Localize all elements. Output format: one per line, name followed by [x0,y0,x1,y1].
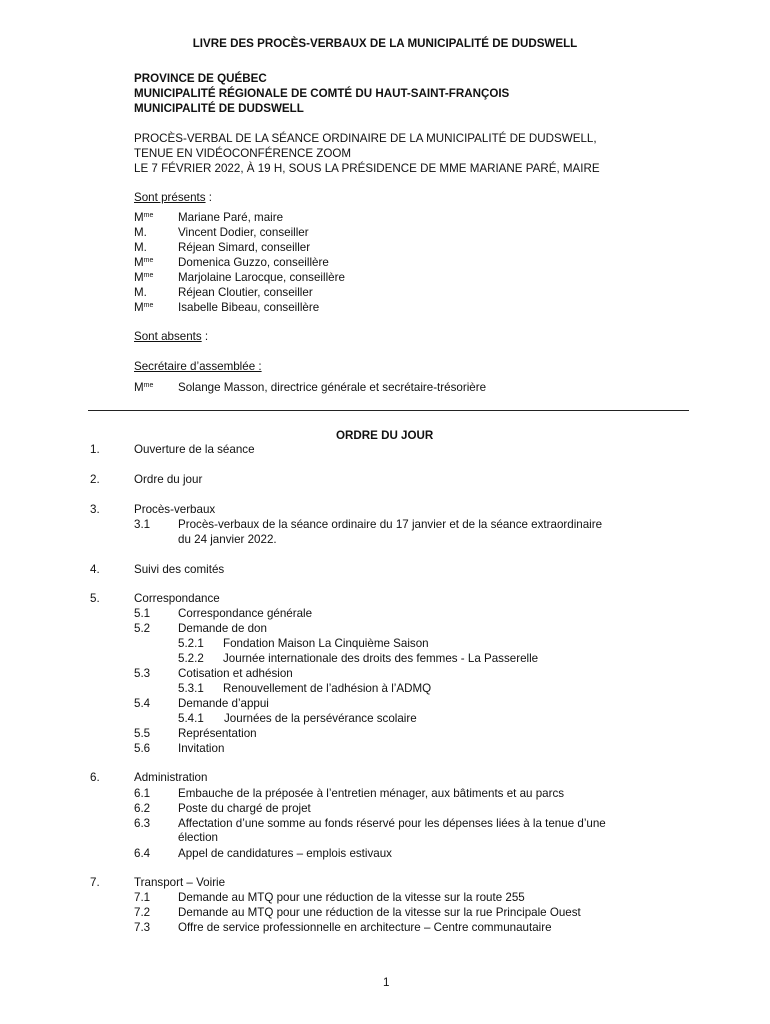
agenda-subitem-number: 6.1 [134,787,151,800]
present-title: $M^{me}$ [134,301,154,314]
present-title: $M^{me}$ [134,211,154,224]
absent-colon: : [201,330,209,343]
present-name: Mariane Paré, maire [178,211,284,224]
agenda-subitem-number: 7.1 [134,891,151,904]
agenda-subitem-number: 7.2 [134,906,151,919]
agenda-subsubitem: Fondation Maison La Cinquième Saison [223,637,429,650]
agenda-subitem-continuation: du 24 janvier 2022. [178,533,277,546]
page-number: 1 [383,976,390,989]
agenda-subitem-number: 5.3 [134,667,151,680]
agenda-item-number: 7. [90,876,100,889]
agenda-subsubitem-number: 5.2.1 [178,637,204,650]
agenda-subsubitem-number: 5.2.2 [178,652,204,665]
agenda-subitem: Demande au MTQ pour une réduction de la vitesse sur la route 255 [178,891,525,904]
agenda-subitem: Demande d’appui [178,697,269,710]
agenda-item-number: 5. [90,592,100,605]
agenda-subsubitem: Renouvellement de l’adhésion à l’ADMQ [223,682,432,695]
agenda-subitem: Offre de service professionnelle en architecture – Centre communautaire [178,921,552,934]
agenda-subsubitem: Journée internationale des droits des femmes - La Passerelle [223,652,539,665]
agenda-subitem-number: 5.4 [134,697,151,710]
secretary-name: Solange Masson, directrice générale et secrétaire-trésorière [178,381,487,394]
present-heading [134,191,212,204]
present-name: Marjolaine Larocque, conseillère [178,271,345,284]
agenda-subitem: Invitation [178,742,225,755]
present-name: Isabelle Bibeau, conseillère [178,301,320,314]
present-name: Réjean Simard, conseiller [178,241,311,254]
agenda-item-number: 6. [90,771,100,784]
present-name: Vincent Dodier, conseiller [178,226,309,239]
absent-label: Sont absents [134,330,202,343]
agenda-item-number: 1. [90,443,100,456]
present-title: $M^{me}$ [134,271,154,284]
agenda-subitem: Poste du chargé de projet [178,802,311,815]
agenda-item: Suivi des comités [134,563,225,576]
absent-heading [134,330,208,343]
agenda-item: Ouverture de la séance [134,443,255,456]
agenda-item-number: 4. [90,563,100,576]
agenda-subitem-continuation: élection [178,831,218,844]
agenda-subsubitem: Journées de la persévérance scolaire [224,712,417,725]
agenda-title: ORDRE DU JOUR [336,429,434,442]
present-name: Domenica Guzzo, conseillère [178,256,329,269]
agenda-item: Ordre du jour [134,473,203,486]
present-title: $M^{me}$ [134,256,154,269]
agenda-item: Transport – Voirie [134,876,226,889]
present-title: M. [134,241,147,254]
agenda-subsubitem-number: 5.3.1 [178,682,204,695]
agenda-subitem: Demande de don [178,622,267,635]
secretary-heading: Secrétaire d’assemblée : [134,360,262,373]
agenda-item-number: 2. [90,473,100,486]
agenda-subitem-number: 6.4 [134,847,151,860]
agenda-subitem: Représentation [178,727,257,740]
agenda-subitem-number: 5.2 [134,622,151,635]
present-colon: : [205,191,212,204]
agenda-subitem-number: 7.3 [134,921,151,934]
agenda-subitem-number: 3.1 [134,518,151,531]
agenda-subitem-number: 5.5 [134,727,151,740]
agenda-subitem: Appel de candidatures – emplois estivaux [178,847,392,860]
agenda-subitem: Affectation d’une somme au fonds réservé pour les dépenses liées à la tenue d’une [178,817,606,830]
agenda-subitem: Procès-verbaux de la séance ordinaire du 17 janvier et de la séance extraordinaire [178,518,603,531]
province-heading: PROVINCE DE QUÉBEC [134,72,267,85]
present-name: Réjean Cloutier, conseiller [178,286,313,299]
municipality-heading: MUNICIPALITÉ DE DUDSWELL [134,102,304,115]
session-line-3: LE 7 FÉVRIER 2022, À 19 H, SOUS LA PRÉSIDENCE DE MME MARIANE PARÉ, MAIRE [134,162,600,175]
agenda-subitem-number: 5.1 [134,607,151,620]
agenda-subitem: Correspondance générale [178,607,313,620]
present-title: M. [134,286,147,299]
mrc-heading: MUNICIPALITÉ RÉGIONALE DE COMTÉ DU HAUT-SAINT-FRANÇOIS [134,87,510,100]
session-line-2: TENUE EN VIDÉOCONFÉRENCE ZOOM [134,147,352,160]
session-line-1: PROCÈS-VERBAL DE LA SÉANCE ORDINAIRE DE LA MUNICIPALITÉ DE DUDSWELL, [134,132,597,145]
agenda-subitem: Demande au MTQ pour une réduction de la vitesse sur la rue Principale Ouest [178,906,581,919]
agenda-item: Correspondance [134,592,220,605]
secretary-title: $M^{me}$ [134,381,154,394]
section-divider [88,410,689,411]
agenda-subitem-number: 6.3 [134,817,151,830]
agenda-subitem: Cotisation et adhésion [178,667,293,680]
agenda-subitem-number: 5.6 [134,742,151,755]
agenda-subitem: Embauche de la préposée à l’entretien ménager, aux bâtiments et au parcs [178,787,565,800]
present-label: Sont présents [134,191,206,204]
agenda-subsubitem-number: 5.4.1 [178,712,204,725]
book-title: LIVRE DES PROCÈS-VERBAUX DE LA MUNICIPALITÉ DE DUDSWELL [192,37,578,50]
agenda-item: Procès-verbaux [134,503,216,516]
agenda-item-number: 3. [90,503,100,516]
agenda-subitem-number: 6.2 [134,802,151,815]
present-title: M. [134,226,147,239]
agenda-item: Administration [134,771,208,784]
